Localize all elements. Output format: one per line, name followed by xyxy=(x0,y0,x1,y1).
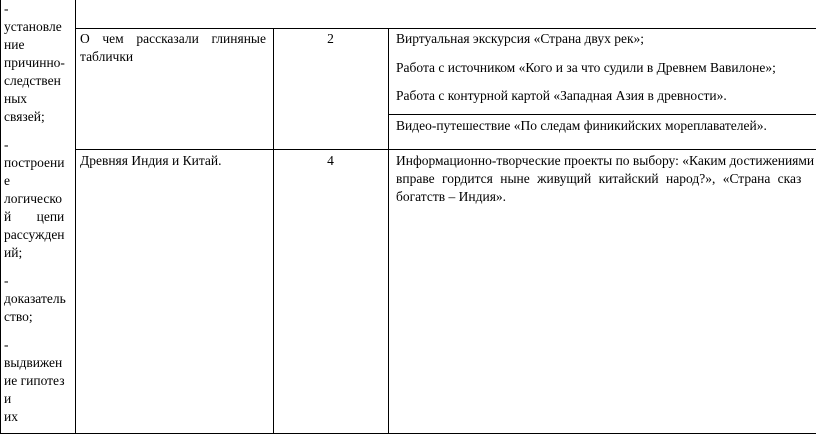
grid-line-col1 xyxy=(75,0,76,434)
competency-dash: - xyxy=(4,1,9,16)
competency-line: логическо xyxy=(4,191,62,206)
grid-line-row-top xyxy=(75,28,816,29)
competency-item xyxy=(4,0,72,126)
competency-line: доказатель xyxy=(4,291,66,306)
activity-row1-3: Работа с контурной картой «Западная Азия в древности». xyxy=(396,88,727,103)
competency-line: й цепи xyxy=(4,209,65,224)
competency-line: связей; xyxy=(4,109,45,124)
competency-item xyxy=(4,136,72,262)
competency-line: ние xyxy=(4,37,25,52)
competency-list xyxy=(4,0,72,426)
topic-cell-row2: Древняя Индия и Китай. xyxy=(80,153,222,168)
activity-row2-line1: Информационно-творческие проекты по выбору: «Каким достижениями xyxy=(396,153,815,168)
topic-cell-row1-line1: О чем рассказали глиняные xyxy=(80,31,266,46)
competency-line: выдвижен xyxy=(4,355,63,370)
hours-cell-row1: 2 xyxy=(327,31,334,46)
grid-line-row2 xyxy=(75,149,816,150)
hours-cell-row2: 4 xyxy=(327,153,334,168)
competency-dash: - xyxy=(4,337,9,352)
grid-line-left-outer xyxy=(0,0,1,434)
competency-line: построени xyxy=(4,155,65,170)
grid-line-col2 xyxy=(273,28,274,434)
competency-line: ство; xyxy=(4,309,33,324)
competency-line: ие гипотез xyxy=(4,373,65,388)
competency-line: установле xyxy=(4,19,62,34)
competency-dash: - xyxy=(4,273,9,288)
competency-dash: - xyxy=(4,137,9,152)
activity-row2-line3: богатств – Индия». xyxy=(396,189,507,204)
competency-line: рассужден xyxy=(4,227,65,242)
topic-cell-row1-line2: таблички xyxy=(80,49,134,64)
competency-line: ий; xyxy=(4,245,23,260)
competency-line: ных xyxy=(4,91,28,106)
activity-row1-2: Работа с источником «Кого и за что судили в Древнем Вавилоне»; xyxy=(396,60,776,75)
grid-line-subrow xyxy=(388,114,816,115)
competency-item xyxy=(4,272,72,326)
activity-row1-4: Видео-путешествие «По следам финикийских мореплавателей». xyxy=(396,118,767,133)
grid-line-col3 xyxy=(388,28,389,434)
activity-row2-line2: вправе гордится ныне живущий китайский народ?», «Страна сказ xyxy=(396,171,802,186)
competency-item xyxy=(4,336,72,426)
activity-row1-1: Виртуальная экскурсия «Страна двух рек»; xyxy=(396,31,645,46)
competency-line: причинно- xyxy=(4,55,65,70)
competency-line: е xyxy=(4,173,10,188)
competency-line: следствен xyxy=(4,73,61,88)
competency-line: и их xyxy=(4,391,18,424)
